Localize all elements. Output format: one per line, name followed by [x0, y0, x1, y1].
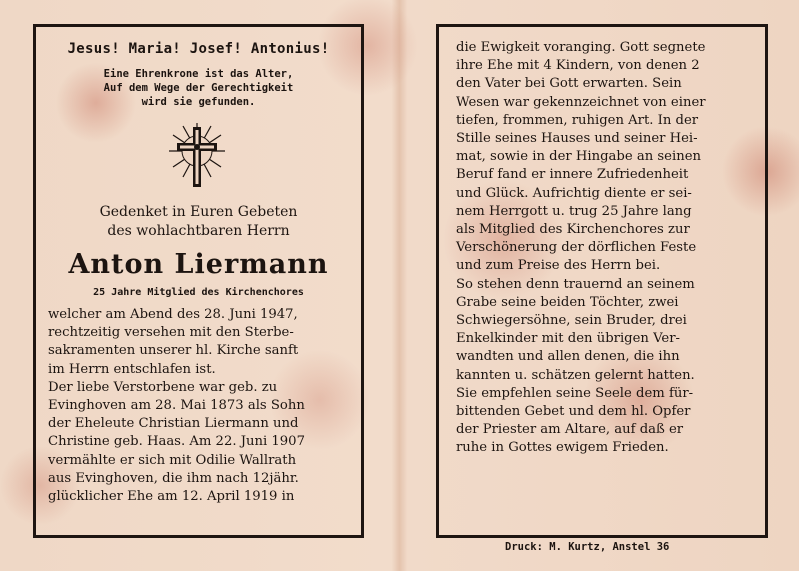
text-line: ruhe in Gottes ewigem Frieden. [456, 440, 669, 456]
text-line: wandten und allen denen, die ihn [456, 349, 680, 365]
right-card-panel [436, 24, 768, 538]
text-line: der Eheleute Christian Liermann und [48, 416, 299, 432]
deceased-name: Anton Liermann [68, 249, 329, 280]
verse-line: wird sie gefunden. [141, 96, 256, 108]
text-line: aus Evinghoven, die ihm nach 12jähr. [48, 470, 299, 486]
text-line: im Herrn entschlafen ist. [48, 361, 216, 377]
text-line: Enkelkinder mit den übrigen Ver- [456, 331, 680, 347]
text-line: kannten u. schätzen gelernt hatten. [456, 367, 695, 383]
text-line: ihre Ehe mit 4 Kindern, von denen 2 [456, 58, 700, 74]
text-line: Wesen war gekennzeichnet von einer [456, 94, 706, 110]
text-line: die Ewigkeit voranging. Gott segnete [456, 40, 706, 55]
text-line: als Mitglied des Kirchenchores zur [456, 222, 690, 238]
verse-line: Eine Ehrenkrone ist das Alter, [103, 68, 294, 80]
text-line: rechtzeitig versehen mit den Sterbe- [48, 325, 294, 341]
text-line: und Glück. Aufrichtig diente er sei- [456, 185, 692, 201]
verse-line: Auf dem Wege der Gerechtigkeit [103, 82, 294, 94]
text-line: Stille seines Hauses und seiner Hei- [456, 131, 698, 147]
gedenket-text [36, 203, 361, 241]
gedenket-line: des wohlachtbaren Herrn [107, 223, 290, 239]
text-line: Verschönerung der dörflichen Feste [456, 240, 697, 256]
text-line: bittenden Gebet und dem hl. Opfer [456, 404, 691, 420]
text-line: So stehen denn trauernd an seinem [456, 276, 695, 292]
left-body-text [48, 306, 355, 506]
left-card-panel [33, 24, 364, 538]
text-line: nem Herrgott u. trug 25 Jahre lang [456, 203, 692, 219]
text-line: welcher am Abend des 28. Juni 1947, [48, 307, 298, 322]
text-line: tiefen, frommen, ruhigen Art. In der [456, 112, 699, 128]
gedenket-line: Gedenket in Euren Gebeten [99, 204, 298, 220]
text-line: und zum Preise des Herrn bei. [456, 258, 661, 274]
printer-imprint: Druck: M. Kurtz, Anstel 36 [505, 541, 670, 553]
text-line: der Priester am Altare, auf daß er [456, 422, 684, 438]
cross-with-rays-icon [167, 121, 227, 191]
text-line: Der liebe Verstorbene war geb. zu [48, 379, 278, 395]
text-line: sakramenten unserer hl. Kirche sanft [48, 343, 299, 359]
text-line: vermählte er sich mit Odilie Wallrath [48, 452, 297, 468]
deceased-subtitle: 25 Jahre Mitglied des Kirchenchores [93, 287, 304, 298]
verse [36, 67, 361, 109]
text-line: den Vater bei Gott erwarten. Sein [456, 76, 682, 92]
right-body-text [456, 39, 759, 458]
text-line: Christine geb. Haas. Am 22. Juni 1907 [48, 434, 305, 450]
text-line: Sie empfehlen seine Seele dem für- [456, 385, 694, 401]
text-line: Grabe seine beiden Töchter, zwei [456, 294, 679, 310]
text-line: mat, sowie in der Hingabe an seinen [456, 149, 701, 165]
text-line: glücklicher Ehe am 12. April 1919 in [48, 489, 295, 505]
text-line: Evinghoven am 28. Mai 1873 als Sohn [48, 398, 305, 414]
text-line: Schwiegersöhne, sein Bruder, drei [456, 313, 687, 329]
text-line: Beruf fand er innere Zufriedenheit [456, 167, 689, 183]
invocation: Jesus! Maria! Josef! Antonius! [67, 41, 330, 57]
